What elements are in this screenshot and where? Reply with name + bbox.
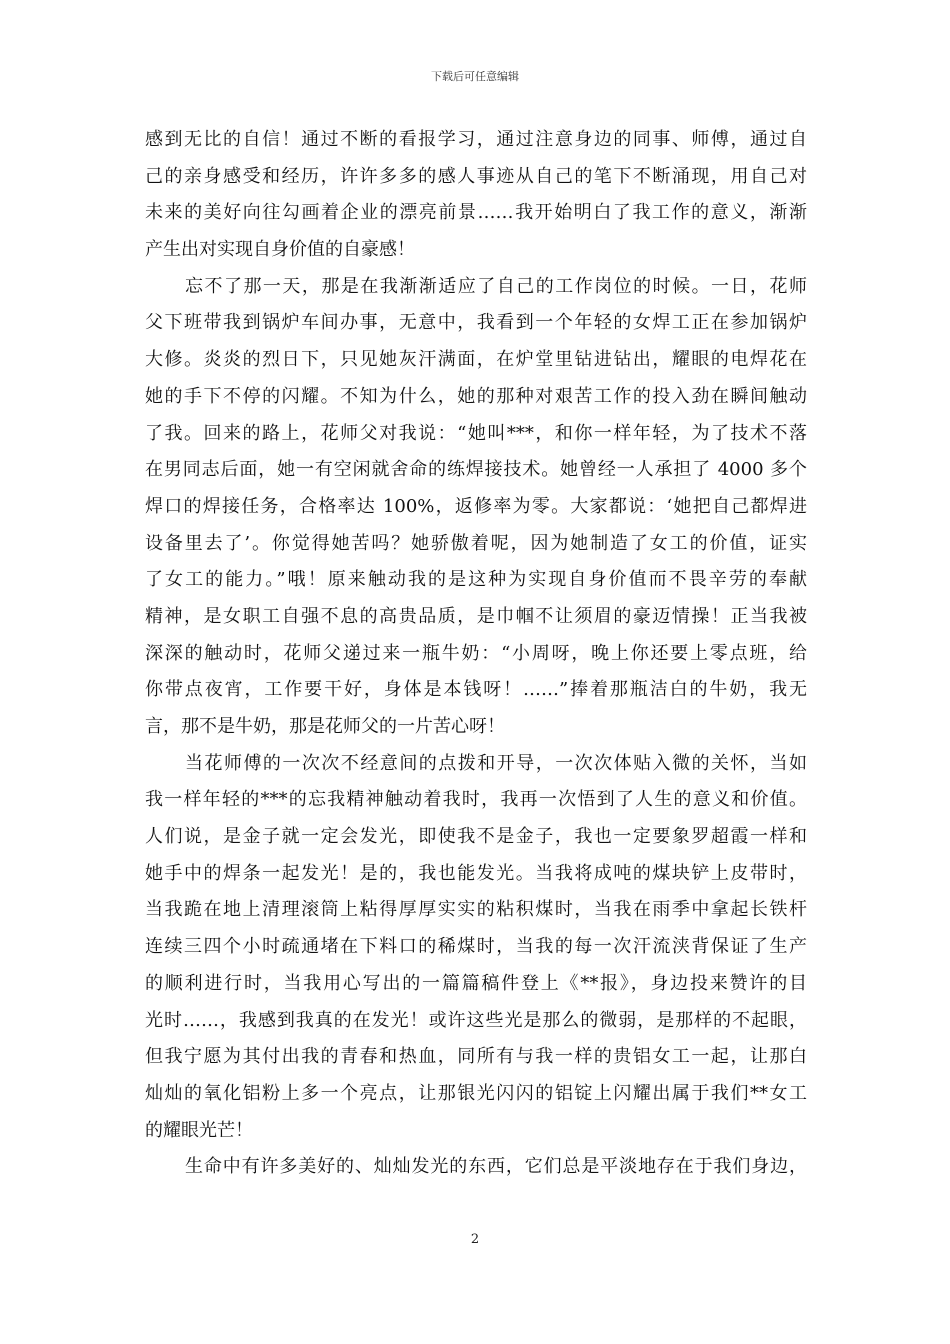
text-line: 她手中的焊条一起发光！是的，我也能发光。当我将成吨的煤块铲上皮带时， xyxy=(145,862,807,884)
text-line: 我一样年轻的***的忘我精神触动着我时，我再一次悟到了人生的意义和价值。 xyxy=(145,789,807,811)
text-line: 焊口的焊接任务，合格率达 100%，返修率为零。大家都说：‘她把自己都焊进 xyxy=(145,495,807,517)
text-line: 但我宁愿为其付出我的青春和热血，同所有与我一样的贵铝女工一起，让那白 xyxy=(145,1046,807,1068)
text-line: 了我。回来的路上，花师父对我说：“她叫***，和你一样年轻，为了技术不落 xyxy=(145,422,807,444)
text-line: 未来的美好向往勾画着企业的漂亮前景……我开始明白了我工作的意义，渐渐 xyxy=(145,202,807,224)
text-line: 她的手下不停的闪耀。不知为什么，她的那种对艰苦工作的投入劲在瞬间触动 xyxy=(145,385,807,407)
document-body xyxy=(145,122,807,1186)
text-line: 当我跪在地上清理滚筒上粘得厚厚实实的粘积煤时，当我在雨季中拿起长铁杆 xyxy=(145,899,807,921)
text-line: 灿灿的氧化铝粉上多一个亮点，让那银光闪闪的铝锭上闪耀出属于我们**女工 xyxy=(145,1082,807,1104)
text-line: 生命中有许多美好的、灿灿发光的东西，它们总是平淡地存在于我们身边， xyxy=(185,1156,807,1178)
text-line: 了女工的能力。”哦！原来触动我的是这种为实现自身价值而不畏辛劳的奉献 xyxy=(145,569,807,591)
text-line: 产生出对实现自身价值的自豪感！ xyxy=(145,239,415,261)
text-line: 你带点夜宵，工作要干好，身体是本钱呀！……”捧着那瓶洁白的牛奶，我无 xyxy=(145,679,807,701)
text-line: 父下班带我到锅炉车间办事，无意中，我看到一个年轻的女焊工正在参加锅炉 xyxy=(145,312,807,334)
page-header: 下载后可任意编辑 xyxy=(431,70,519,83)
text-line: 言，那不是牛奶，那是花师父的一片苦心呀！ xyxy=(145,716,505,737)
text-line: 设备里去了’。你觉得她苦吗？她骄傲着呢，因为她制造了女工的价值，证实 xyxy=(145,532,807,554)
text-line: 大修。炎炎的烈日下，只见她灰汗满面，在炉堂里钻进钻出，耀眼的电焊花在 xyxy=(145,349,807,371)
text-line: 忘不了那一天，那是在我渐渐适应了自己的工作岗位的时候。一日，花师 xyxy=(185,275,807,297)
text-line: 的耀眼光芒！ xyxy=(145,1119,253,1141)
text-line: 己的亲身感受和经历，许许多多的感人事迹从自己的笔下不断涌现，用自己对 xyxy=(145,165,807,187)
text-line: 深深的触动时，花师父递过来一瓶牛奶：“小周呀，晚上你还要上零点班，给 xyxy=(145,642,807,664)
page-number: 2 xyxy=(470,1232,480,1247)
text-line: 光时……，我感到我真的在发光！或许这些光是那么的微弱，是那样的不起眼， xyxy=(145,1009,807,1031)
text-line: 精神，是女职工自强不息的高贵品质，是巾帼不让须眉的豪迈情操！正当我被 xyxy=(145,605,807,627)
text-line: 连续三四个小时疏通堵在下料口的稀煤时，当我的每一次汗流浃背保证了生产 xyxy=(145,936,807,958)
text-line: 感到无比的自信！通过不断的看报学习，通过注意身边的同事、师傅，通过自 xyxy=(145,129,807,150)
text-line: 的顺利进行时，当我用心写出的一篇篇稿件登上《**报》，身边投来赞许的目 xyxy=(145,972,807,994)
text-line: 人们说，是金子就一定会发光，即使我不是金子，我也一定要象罗超霞一样和 xyxy=(145,826,807,848)
text-line: 在男同志后面，她一有空闲就舍命的练焊接技术。她曾经一人承担了 4000 多个 xyxy=(145,459,807,481)
text-line: 当花师傅的一次次不经意间的点拨和开导，一次次体贴入微的关怀，当如 xyxy=(185,752,807,774)
